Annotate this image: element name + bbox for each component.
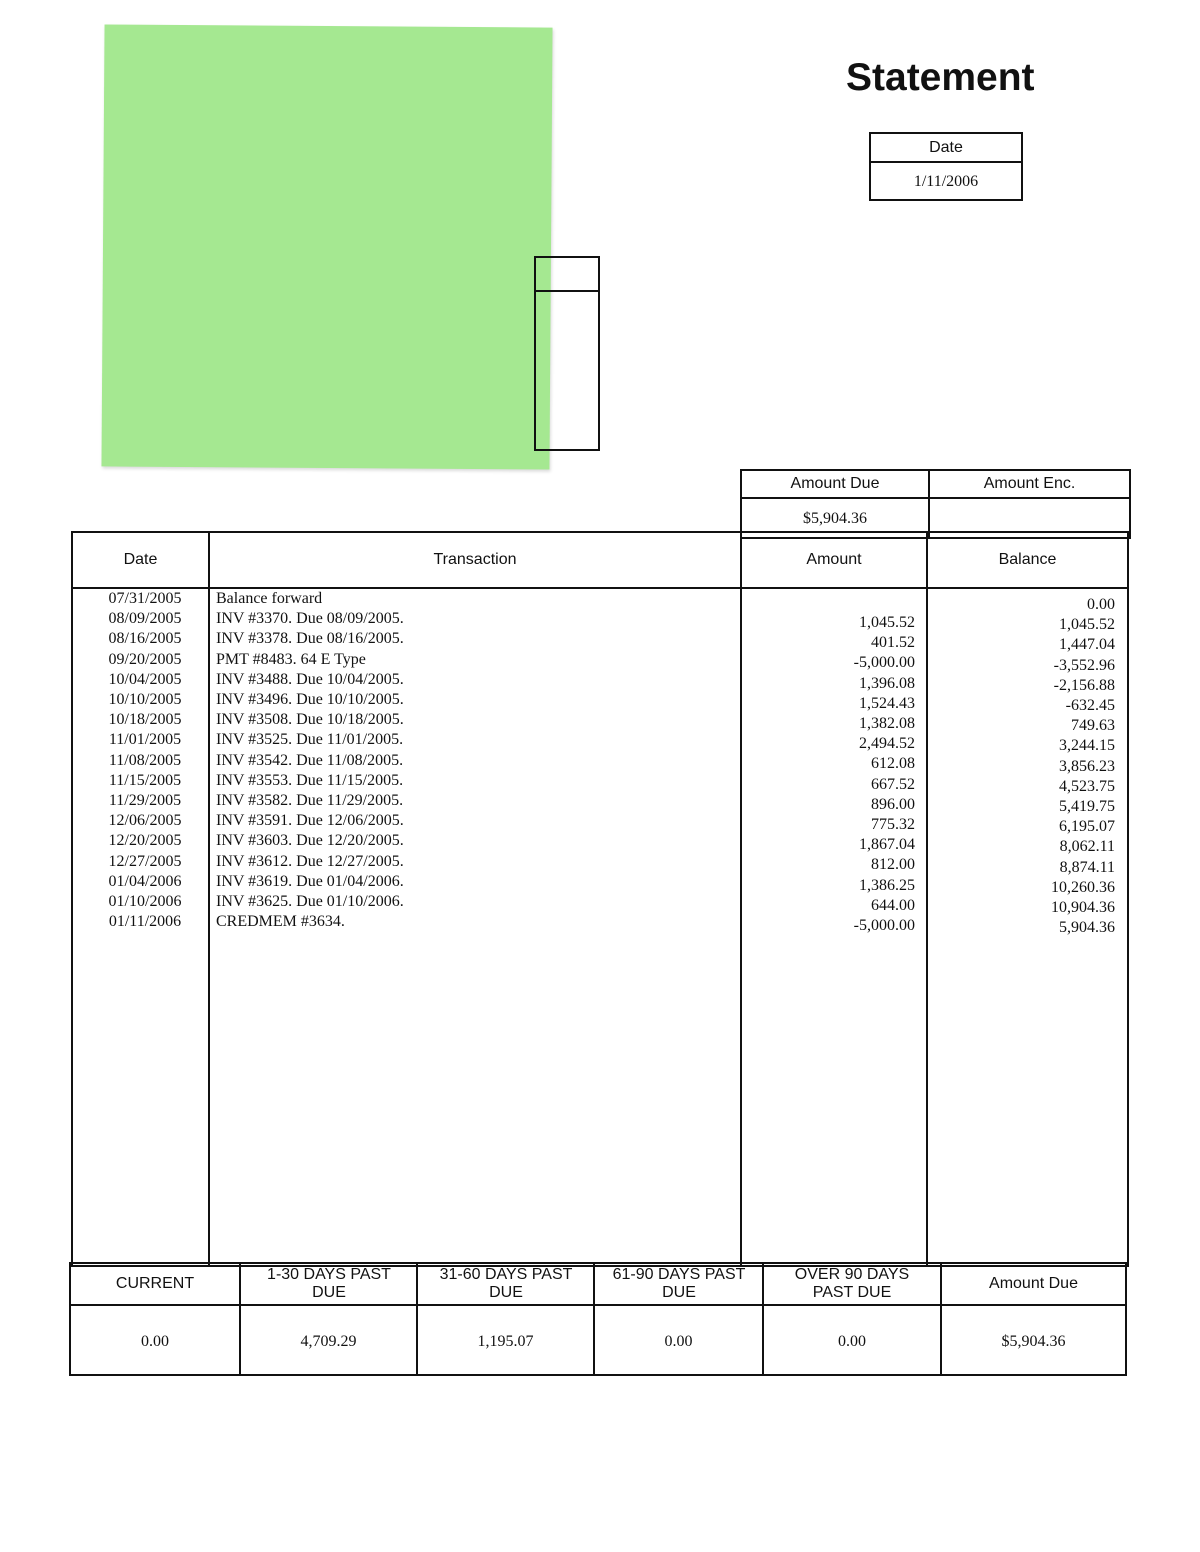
row-transaction: INV #3488. Due 10/04/2005. bbox=[216, 670, 404, 688]
row-transaction: INV #3625. Due 01/10/2006. bbox=[216, 893, 404, 911]
aging-31-60-value: 1,195.07 bbox=[477, 1333, 534, 1350]
date-column bbox=[81, 589, 209, 932]
aging-amount-due-value: $5,904.36 bbox=[1001, 1333, 1066, 1350]
row-transaction: INV #3619. Due 01/04/2006. bbox=[216, 872, 404, 890]
page-title: Statement bbox=[846, 56, 1035, 99]
aging-1-30-value: 4,709.29 bbox=[300, 1333, 357, 1350]
row-date: 11/29/2005 bbox=[108, 792, 182, 810]
column-divider bbox=[926, 533, 928, 1265]
transaction-table bbox=[71, 531, 1129, 1267]
row-balance: -2,156.88 bbox=[1053, 676, 1115, 694]
row-date: 11/01/2005 bbox=[108, 731, 182, 749]
row-amount: 896.00 bbox=[871, 795, 915, 813]
aging-current-label: CURRENT bbox=[115, 1275, 195, 1292]
row-balance: 8,062.11 bbox=[1059, 838, 1115, 856]
row-balance: 5,419.75 bbox=[1059, 798, 1115, 816]
row-transaction: CREDMEM #3634. bbox=[216, 913, 345, 931]
row-amount: -5,000.00 bbox=[853, 654, 915, 672]
row-date: 12/06/2005 bbox=[108, 812, 182, 830]
address-box-divider bbox=[536, 290, 598, 292]
amount-column bbox=[741, 613, 915, 936]
row-balance: 1,045.52 bbox=[1059, 616, 1115, 634]
amount-column-header: Amount bbox=[806, 551, 862, 568]
row-amount: 1,382.08 bbox=[859, 715, 915, 733]
row-transaction: PMT #8483. 64 E Type bbox=[216, 650, 366, 668]
row-balance: 1,447.04 bbox=[1059, 636, 1115, 654]
row-transaction: INV #3591. Due 12/06/2005. bbox=[216, 812, 404, 830]
row-balance: 10,904.36 bbox=[1051, 899, 1115, 917]
date-label: Date bbox=[871, 134, 1021, 163]
amount-due-label: Amount Due bbox=[742, 471, 928, 499]
aging-31-60-label: 31-60 DAYS PAST DUE bbox=[439, 1266, 573, 1301]
row-amount: 401.52 bbox=[871, 634, 915, 652]
sticky-note bbox=[101, 24, 552, 469]
amount-enc-label: Amount Enc. bbox=[930, 471, 1129, 499]
date-value: 1/11/2006 bbox=[913, 173, 979, 190]
row-amount: 1,045.52 bbox=[859, 614, 915, 631]
row-transaction: INV #3612. Due 12/27/2005. bbox=[216, 852, 404, 870]
amount-due-box bbox=[740, 469, 1131, 539]
balance-column-header: Balance bbox=[998, 551, 1057, 568]
row-date: 10/10/2005 bbox=[108, 691, 182, 709]
row-transaction: INV #3508. Due 10/18/2005. bbox=[216, 711, 404, 729]
row-amount: 2,494.52 bbox=[859, 735, 915, 753]
row-amount: 1,396.08 bbox=[859, 674, 915, 692]
row-balance: 3,856.23 bbox=[1059, 757, 1115, 775]
row-date: 10/18/2005 bbox=[108, 711, 182, 729]
aging-summary bbox=[69, 1262, 1127, 1376]
balance-column bbox=[929, 595, 1115, 938]
row-balance: 10,260.36 bbox=[1051, 878, 1115, 896]
row-amount: 812.00 bbox=[871, 856, 915, 874]
row-balance: 0.00 bbox=[1087, 596, 1115, 613]
row-date: 11/08/2005 bbox=[108, 751, 182, 769]
amount-due-value: $5,904.36 bbox=[803, 510, 867, 527]
row-date: 11/15/2005 bbox=[108, 771, 182, 789]
row-date: 10/04/2005 bbox=[108, 670, 182, 688]
row-balance: 5,904.36 bbox=[1059, 919, 1115, 937]
row-transaction: INV #3582. Due 11/29/2005. bbox=[216, 792, 404, 810]
amount-due-column bbox=[742, 471, 928, 537]
amount-enc-column bbox=[928, 471, 1129, 537]
aging-over-90-value: 0.00 bbox=[838, 1333, 866, 1350]
row-transaction: INV #3542. Due 11/08/2005. bbox=[216, 751, 404, 769]
aging-current-value: 0.00 bbox=[141, 1333, 169, 1350]
date-column-header: Date bbox=[123, 551, 158, 568]
row-date: 01/10/2006 bbox=[108, 893, 182, 911]
aging-amount-due-label: Amount Due bbox=[989, 1275, 1078, 1292]
row-transaction: INV #3553. Due 11/15/2005. bbox=[216, 771, 404, 789]
row-amount: 644.00 bbox=[871, 896, 915, 914]
row-transaction: INV #3378. Due 08/16/2005. bbox=[216, 630, 404, 648]
row-transaction: INV #3525. Due 11/01/2005. bbox=[216, 731, 404, 749]
row-amount: 1,386.25 bbox=[859, 876, 915, 894]
row-balance: 6,195.07 bbox=[1059, 818, 1115, 836]
row-balance: 8,874.11 bbox=[1059, 858, 1115, 876]
row-date: 07/31/2005 bbox=[108, 590, 182, 607]
transaction-column-header: Transaction bbox=[433, 551, 517, 568]
aging-61-90-value: 0.00 bbox=[664, 1333, 693, 1350]
row-amount: 1,867.04 bbox=[859, 836, 915, 854]
row-amount: 612.08 bbox=[871, 755, 915, 773]
row-balance: 3,244.15 bbox=[1059, 737, 1115, 755]
row-transaction: INV #3370. Due 08/09/2005. bbox=[216, 610, 404, 628]
row-amount: 775.32 bbox=[871, 816, 915, 834]
address-box bbox=[534, 256, 600, 451]
row-transaction: INV #3496. Due 10/10/2005. bbox=[216, 691, 404, 709]
row-date: 09/20/2005 bbox=[108, 650, 182, 668]
aging-61-90-label: 61-90 DAYS PAST DUE bbox=[612, 1266, 746, 1301]
row-date: 12/20/2005 bbox=[108, 832, 182, 850]
date-box bbox=[869, 132, 1023, 201]
row-amount: 1,524.43 bbox=[859, 694, 915, 712]
row-date: 12/27/2005 bbox=[108, 852, 182, 870]
aging-1-30-label: 1-30 DAYS PAST DUE bbox=[267, 1266, 391, 1301]
row-balance: -632.45 bbox=[1065, 697, 1115, 715]
row-date: 01/11/2006 bbox=[108, 913, 182, 931]
transaction-column bbox=[216, 589, 736, 932]
row-amount: -5,000.00 bbox=[853, 917, 915, 935]
row-date: 08/09/2005 bbox=[108, 610, 182, 628]
row-balance: 749.63 bbox=[1071, 717, 1115, 735]
aging-over-90-label: OVER 90 DAYS PAST DUE bbox=[794, 1266, 910, 1301]
row-date: 08/16/2005 bbox=[108, 630, 182, 648]
row-balance: -3,552.96 bbox=[1053, 656, 1115, 674]
row-date: 01/04/2006 bbox=[108, 872, 182, 890]
row-amount: 667.52 bbox=[871, 775, 915, 793]
row-transaction: INV #3603. Due 12/20/2005. bbox=[216, 832, 404, 850]
row-balance: 4,523.75 bbox=[1059, 777, 1115, 795]
row-transaction: Balance forward bbox=[216, 590, 323, 607]
